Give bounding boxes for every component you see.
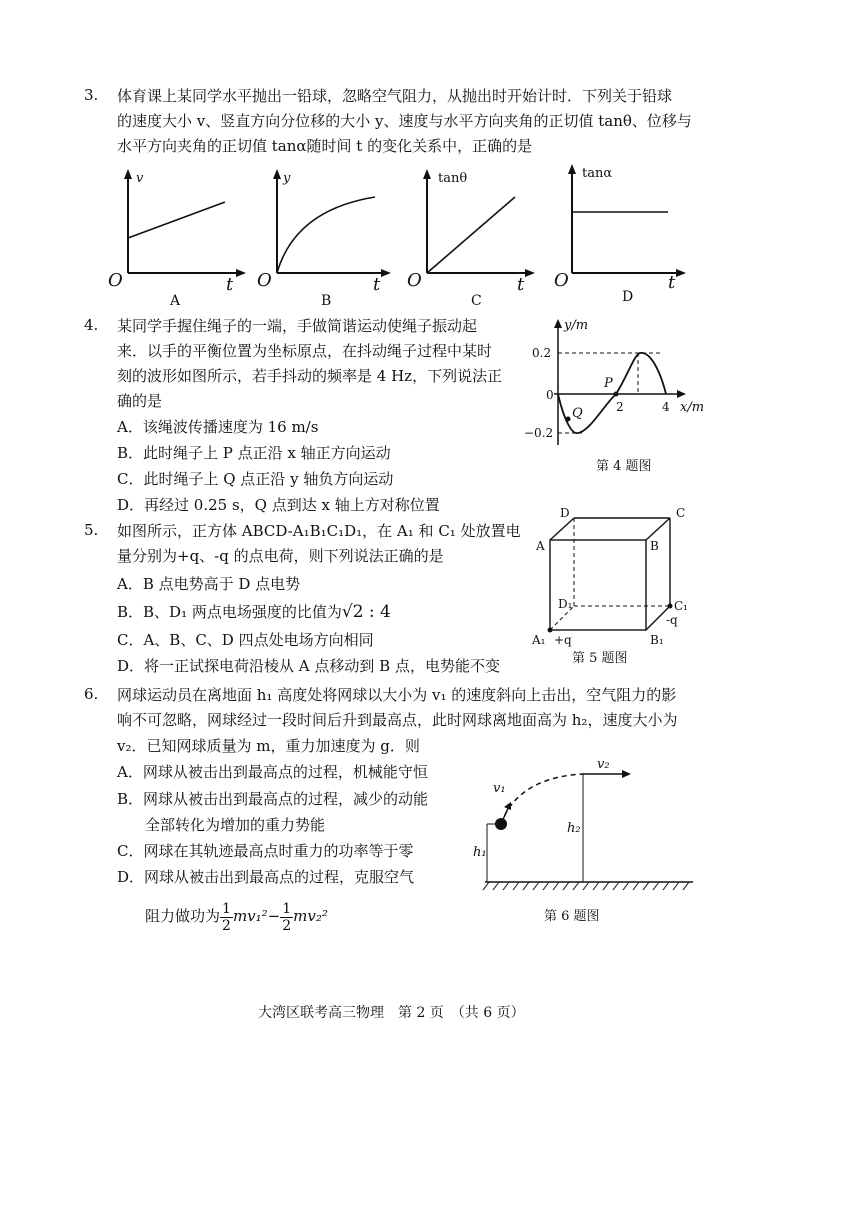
q3-line-1: 体育课上某同学水平抛出一铅球，忽略空气阻力，从抛出时开始计时．下列关于铅球 — [117, 87, 673, 105]
q4-line-2: 来．以手的平衡位置为坐标原点，在抖动绳子过程中某时 — [117, 342, 493, 360]
wave-xtick-2: 2 — [616, 400, 624, 414]
graph-d-label: D — [622, 289, 634, 305]
q5-line-1: 如图所示，正方体 ABCD-A₁B₁C₁D₁，在 A₁ 和 C₁ 处放置电 — [117, 522, 521, 540]
charge-plus — [548, 628, 553, 633]
graph-a-label: A — [170, 293, 181, 309]
label-h2: h₂ — [567, 821, 581, 836]
label-v1: v₁ — [493, 781, 506, 796]
graph-c-xaxis: t — [517, 274, 525, 295]
wave-figure — [520, 315, 720, 475]
q4-line-1: 某同学手握住绳子的一端，手做简谐运动使绳子振动起 — [117, 317, 478, 335]
q3-number: 3. — [84, 86, 99, 104]
graph-b-origin: O — [257, 270, 272, 291]
graph-c-line — [427, 197, 515, 273]
graph-b-xaxis: t — [373, 274, 381, 295]
q4-option-d: D．再经过 0.25 s，Q 点到达 x 轴上方对称位置 — [117, 496, 440, 514]
wave-xaxis-label: x/m — [680, 400, 705, 415]
term-mv1-squared: mv₁² — [232, 907, 268, 925]
q6-option-b-line-2: 全部转化为增加的重力势能 — [145, 816, 326, 834]
point-p — [614, 392, 619, 397]
wave-yaxis-label: y/m — [564, 318, 589, 333]
tennis-figure — [465, 750, 705, 900]
page-footer: 大湾区联考高三物理 第 2 页 （共 6 页） — [258, 1005, 525, 1021]
wave-q-label: Q — [572, 406, 583, 421]
q6-option-a: A．网球从被击出到最高点的过程，机械能守恒 — [117, 763, 428, 781]
label-v2: v₂ — [597, 757, 610, 772]
cube-label-b: B — [650, 539, 659, 553]
fraction-half-1 — [220, 901, 233, 934]
charge-minus — [668, 604, 673, 609]
ground-hatching — [483, 882, 689, 890]
q5-option-a: A．B 点电势高于 D 点电势 — [117, 575, 301, 593]
cube-label-c: C — [676, 506, 686, 520]
graph-b-curve — [277, 197, 375, 273]
q4-line-3: 刻的波形如图所示，若手抖动的频率是 4 Hz，下列说法正 — [117, 367, 503, 385]
graph-d-yaxis: tanα — [582, 166, 613, 181]
q5-number: 5. — [84, 521, 99, 539]
fig6-caption: 第 6 题图 — [544, 909, 600, 924]
label-h1: h₁ — [473, 845, 487, 860]
cube-label-a1: A₁ — [532, 633, 546, 647]
minus-sign: − — [267, 907, 281, 925]
q4-number: 4. — [84, 316, 99, 334]
q6-option-d-line-1: D．网球从被击出到最高点的过程，克服空气 — [117, 868, 415, 886]
q5-option-b-text: B．B、D₁ 两点电场强度的比值为 — [117, 603, 342, 621]
wave-ytick-bottom: −0.2 — [524, 426, 554, 440]
graph-d-xaxis: t — [668, 272, 676, 293]
wave-ytick-top: 0.2 — [532, 346, 552, 360]
cube-label-plus-q: +q — [554, 633, 572, 647]
q6-number: 6. — [84, 685, 99, 703]
graph-a-yaxis: v — [136, 171, 144, 186]
q4-option-a: A．该绳波传播速度为 16 m/s — [117, 418, 319, 436]
wave-xtick-4: 4 — [662, 400, 670, 414]
cube-label-a: A — [536, 539, 545, 553]
q6-option-b-line-1: B．网球从被击出到最高点的过程，减少的动能 — [117, 790, 429, 808]
cube-label-d1: D₁ — [558, 597, 573, 611]
graph-b-yaxis: y — [283, 171, 291, 186]
wave-curve — [558, 353, 666, 433]
graph-b — [255, 165, 405, 310]
fig4-caption: 第 4 题图 — [596, 459, 652, 474]
q6-option-c: C．网球在其轨迹最高点时重力的功率等于零 — [117, 842, 414, 860]
graph-a-origin: O — [108, 270, 123, 291]
fraction-1-numerator: 1 — [222, 900, 231, 917]
q4-line-4: 确的是 — [117, 392, 163, 410]
graph-d-origin: O — [554, 270, 569, 291]
wave-p-label: P — [604, 376, 613, 391]
graph-c-origin: O — [407, 270, 422, 291]
wave-origin: 0 — [546, 388, 554, 402]
q5-option-b-ratio: √2 : 4 — [341, 602, 391, 622]
graph-a-line — [128, 202, 225, 238]
graph-c-label: C — [471, 293, 482, 309]
graph-c — [405, 165, 555, 310]
fraction-2-numerator: 1 — [282, 900, 292, 917]
cube-label-c1: C₁ — [674, 599, 688, 613]
graph-b-label: B — [321, 293, 332, 309]
trajectory-curve — [501, 774, 583, 824]
graph-a — [100, 165, 250, 310]
q3-line-3: 水平方向夹角的正切值 tanα随时间 t 的变化关系中，正确的是 — [117, 137, 533, 155]
q5-line-2: 量分别为+q、-q 的点电荷，则下列说法正确的是 — [117, 547, 444, 565]
graph-c-yaxis: tanθ — [438, 171, 468, 186]
q4-option-b: B．此时绳子上 P 点正沿 x 轴正方向运动 — [117, 444, 391, 462]
q5-option-b — [117, 602, 391, 622]
q6-option-d-prefix: 阻力做功为 — [145, 907, 221, 925]
fraction-half-2 — [280, 901, 293, 934]
cube-label-b1: B₁ — [650, 633, 664, 647]
q6-line-2: 响不可忽略，网球经过一段时间后升到最高点，此时网球离地面高为 h₂，速度大小为 — [117, 711, 678, 729]
point-q — [566, 417, 571, 422]
fraction-2-denominator: 2 — [282, 917, 292, 934]
graph-d — [550, 160, 700, 310]
q5-option-c: C．A、B、C、D 四点处电场方向相同 — [117, 631, 374, 649]
graph-a-xaxis: t — [226, 274, 234, 295]
fraction-1-denominator: 2 — [222, 917, 231, 934]
q4-option-c: C．此时绳子上 Q 点正沿 y 轴负方向运动 — [117, 470, 394, 488]
fig5-caption: 第 5 题图 — [572, 651, 628, 666]
q6-line-1: 网球运动员在离地面 h₁ 高度处将网球以大小为 v₁ 的速度斜向上击出，空气阻力的影 — [117, 686, 677, 704]
q3-line-2: 的速度大小 v、竖直方向分位移的大小 y、速度与水平方向夹角的正切值 tanθ、位移与 — [117, 112, 692, 130]
cube-label-minus-q: -q — [666, 613, 678, 627]
cube-figure — [530, 500, 710, 650]
cube-label-d: D — [560, 506, 570, 520]
q6-line-3: v₂．已知网球质量为 m，重力加速度为 g．则 — [117, 737, 420, 755]
term-mv2-squared: mv₂² — [293, 907, 328, 925]
q6-option-d-line-2 — [145, 896, 328, 936]
q5-option-d: D．将一正试探电荷沿棱从 A 点移动到 B 点，电势能不变 — [117, 657, 500, 675]
